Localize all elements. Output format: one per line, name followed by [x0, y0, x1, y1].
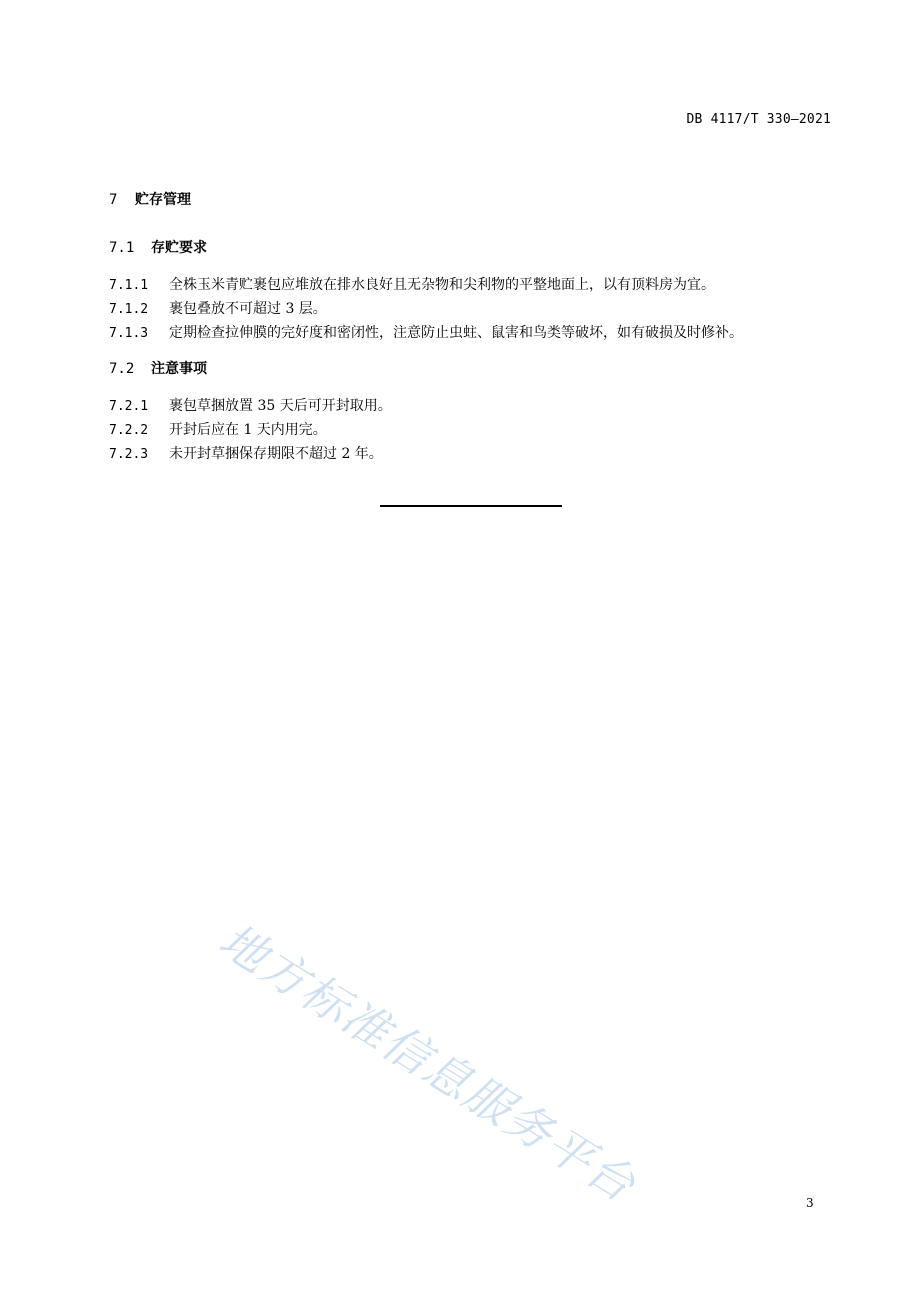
clause-7-1-3	[109, 322, 860, 342]
page-number: 3	[806, 1196, 814, 1210]
clause-7-2-2	[109, 419, 860, 439]
subsection-title: 注意事项	[151, 361, 207, 377]
watermark: 地方标准信息服务平台	[210, 912, 646, 1213]
clause-text: 裹包叠放不可超过 3 层。	[169, 301, 327, 317]
subsection-number: 7.1	[109, 240, 135, 256]
clause-7-2-1	[109, 395, 860, 415]
clause-text: 定期检查拉伸膜的完好度和密闭性，注意防止虫蛀、鼠害和鸟类等破坏，如有破损及时修补。	[169, 325, 743, 341]
clause-number: 7.1.2	[109, 302, 149, 317]
clause-number: 7.2.2	[109, 423, 149, 438]
clause-number: 7.1.1	[109, 278, 149, 293]
clause-text: 全株玉米青贮裹包应堆放在排水良好且无杂物和尖利物的平整地面上，以有顶料房为宜。	[169, 277, 715, 293]
clause-number: 7.2.1	[109, 399, 149, 414]
clause-number: 7.1.3	[109, 326, 149, 341]
clause-text: 裹包草捆放置 35 天后可开封取用。	[169, 398, 392, 414]
subsection-title: 存贮要求	[151, 240, 207, 256]
section-heading-7	[109, 189, 860, 209]
subsection-heading-7-2	[109, 358, 860, 378]
subsection-number: 7.2	[109, 361, 135, 377]
clause-7-2-3	[109, 443, 860, 463]
end-of-standard-rule	[380, 505, 562, 507]
document-code: DB 4117/T 330—2021	[686, 112, 831, 127]
clause-number: 7.2.3	[109, 447, 149, 462]
clause-7-1-1	[109, 274, 860, 294]
section-title: 贮存管理	[135, 192, 191, 208]
section-number: 7	[109, 192, 118, 208]
clause-7-1-2	[109, 298, 860, 318]
subsection-heading-7-1	[109, 237, 860, 257]
clause-text: 开封后应在 1 天内用完。	[169, 422, 327, 438]
clause-text: 未开封草捆保存期限不超过 2 年。	[169, 446, 383, 462]
